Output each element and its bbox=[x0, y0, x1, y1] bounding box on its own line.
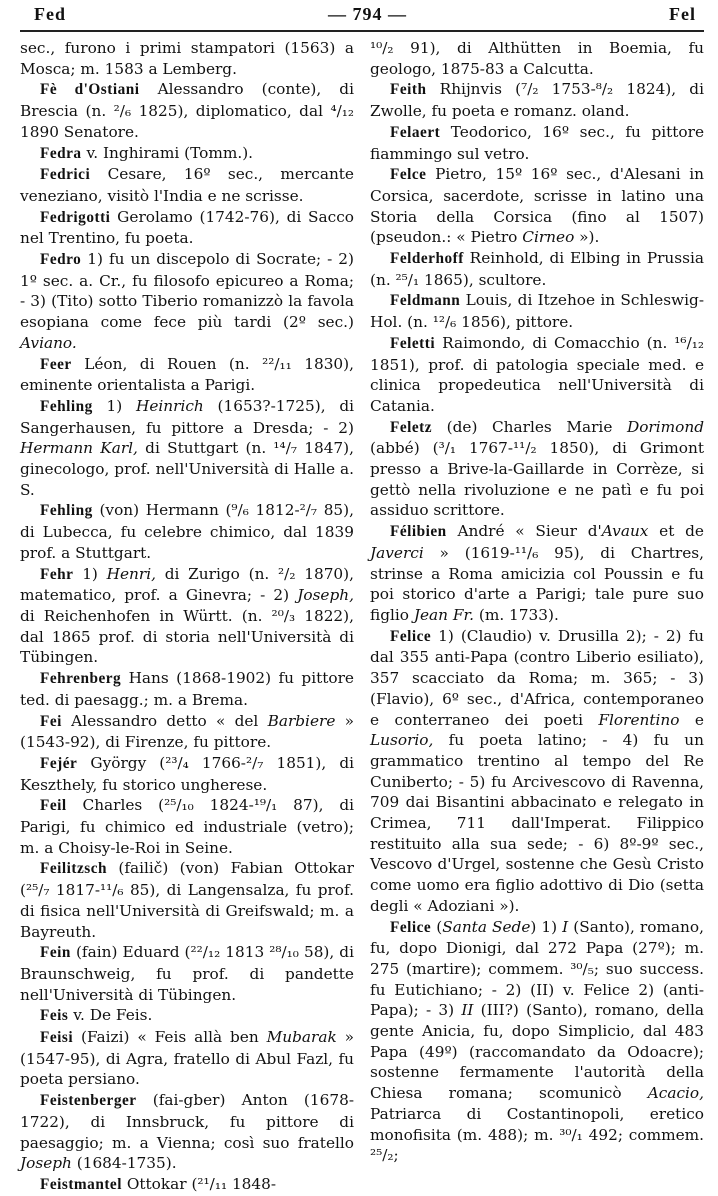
entry-headword: Fedra bbox=[40, 144, 82, 162]
entry-headword: Felderhoff bbox=[390, 250, 464, 268]
text-columns bbox=[20, 38, 704, 1196]
entry-text: 1) (Claudio) v. Drusilla 2); - 2) fu dal 355 anti-Papa (contro Liberio esiliato), 357 scacciato da Roma; m. 365; - 3) (Flavio), 6º sec., d'Africa, contemporaneo e conterraneo dei poeti bbox=[370, 626, 704, 729]
entry-headword: Fedrici bbox=[40, 166, 91, 184]
entry-text: Raimondo, di Comacchio (n. ¹⁶/₁₂ 1851), prof. di patologia speciale med. e clinica propedeutica nell'Università di Catania. bbox=[370, 333, 704, 415]
entry-text: » (1543-92), di Firenze, fu pittore. bbox=[20, 711, 354, 752]
italic-text: Cirneo bbox=[522, 228, 575, 247]
entry-text: (m. 1733). bbox=[474, 605, 559, 624]
dictionary-entry bbox=[20, 207, 354, 249]
entry-text: » (1547-95), di Agra, fratello di Abul Fazl, fu poeta persiano. bbox=[20, 1028, 354, 1089]
dictionary-entry bbox=[20, 1174, 354, 1196]
continued-entry bbox=[20, 38, 354, 79]
dictionary-entry bbox=[370, 290, 704, 332]
dictionary-entry bbox=[20, 354, 354, 396]
entry-text: György (²³/₄ 1766-²/₇ 1851), di Keszthely, fu storico ungherese. bbox=[20, 753, 354, 794]
entry-text: Rhijnvis (⁷/₂ 1753-⁸/₂ 1824), di Zwolle, fu poeta e romanz. oland. bbox=[370, 80, 704, 121]
entry-text: »). bbox=[574, 228, 600, 247]
entry-text: di Stuttgart (n. ¹⁴/₇ 1847), ginecologo, prof. nell'Università di Halle a. S. bbox=[20, 439, 354, 499]
entry-headword: Feisi bbox=[40, 1029, 74, 1047]
dictionary-entry bbox=[20, 1027, 354, 1090]
dictionary-entry bbox=[20, 711, 354, 753]
italic-text: Florentino bbox=[598, 710, 680, 729]
dictionary-entry bbox=[370, 248, 704, 290]
entry-headword: Felce bbox=[390, 166, 427, 184]
entry-headword: Feer bbox=[40, 355, 72, 373]
italic-text: Javerci bbox=[370, 543, 424, 562]
entry-text: (de) Charles Marie bbox=[432, 417, 627, 436]
italic-text: Santa Sede bbox=[442, 917, 531, 936]
dictionary-entry bbox=[370, 333, 704, 417]
entry-text: (1653?-1725), di Sangerhausen, fu pittore a Dresda; - 2) bbox=[20, 396, 354, 437]
entry-headword: Fei bbox=[40, 712, 62, 730]
entry-text: (fain) Eduard (²²/₁₂ 1813 ²⁸/₁₀ 58), di Braunschweig, fu prof. di pandette nell'Università di Tübingen. bbox=[20, 943, 354, 1004]
page-header bbox=[20, 4, 704, 32]
italic-text: Acacio, bbox=[647, 1084, 704, 1103]
dictionary-entry bbox=[20, 795, 354, 858]
dictionary-entry bbox=[370, 79, 704, 121]
entry-text: (Faizi) « Feis allà ben bbox=[73, 1028, 267, 1047]
left-column bbox=[20, 38, 354, 1196]
continued-entry bbox=[370, 38, 704, 79]
dictionary-entry bbox=[20, 164, 354, 206]
entry-text: Teodorico, 16º sec., fu pittore fiammingo sul vetro. bbox=[370, 122, 704, 163]
entry-text: 1) bbox=[73, 564, 107, 583]
entry-headword: Fedrigotti bbox=[40, 208, 111, 226]
dictionary-entry bbox=[20, 858, 354, 942]
dictionary-entry bbox=[370, 417, 704, 522]
header-right-guide-word: Fel bbox=[669, 4, 696, 24]
dictionary-entry bbox=[20, 79, 354, 142]
dictionary-entry bbox=[20, 143, 354, 165]
entry-text: André « Sieur d' bbox=[446, 522, 602, 541]
italic-text: Joseph bbox=[20, 1154, 72, 1173]
entry-text: 1) fu un discepolo di Socrate; - 2) 1º sec. a. Cr., fu filosofo epicureo a Roma; - 3) (Tito) sotto Tiberio romanizzò la favola esopiana come fece più tardi (2º sec.) bbox=[20, 250, 354, 332]
entry-headword: Félibien bbox=[390, 523, 447, 541]
dictionary-entry bbox=[20, 942, 354, 1005]
entry-headword: Felaert bbox=[390, 123, 441, 141]
dictionary-entry bbox=[20, 668, 354, 710]
italic-text: II bbox=[461, 1001, 474, 1020]
italic-text: Jean Fr. bbox=[413, 605, 474, 624]
entry-text: » (1619-¹¹/₆ 95), di Chartres, strinse a Roma amicizia col Poussin e fu poi storico d'arte a Parigi; tale pure suo figlio bbox=[370, 543, 704, 624]
entry-headword: Fedro bbox=[40, 251, 82, 269]
dictionary-entry bbox=[20, 249, 354, 354]
entry-text: Ottokar (²¹/₁₁ 1848- bbox=[121, 1174, 277, 1193]
entry-text: ¹⁰/₂ 91), di Althütten in Boemia, fu geologo, 1875-83 a Calcutta. bbox=[370, 39, 704, 78]
entry-headword: Feletti bbox=[390, 334, 436, 352]
entry-text: di Zurigo (n. ²/₂ 1870), matematico, prof. a Ginevra; - 2) bbox=[20, 564, 354, 605]
entry-headword: Felice bbox=[390, 918, 432, 936]
dictionary-entry bbox=[370, 164, 704, 248]
italic-text: Barbiere bbox=[267, 711, 336, 730]
entry-headword: Fehling bbox=[40, 397, 93, 415]
italic-text: Henri, bbox=[106, 564, 156, 583]
italic-text: Lusorio, bbox=[370, 731, 434, 750]
entry-headword: Feilitzsch bbox=[40, 860, 108, 878]
entry-headword: Fejér bbox=[40, 754, 78, 772]
entry-headword: Felice bbox=[390, 627, 432, 645]
dictionary-entry bbox=[20, 1005, 354, 1027]
entry-headword: Feis bbox=[40, 1007, 69, 1025]
entry-headword: Fehrenberg bbox=[40, 670, 122, 688]
dictionary-entry bbox=[370, 122, 704, 164]
entry-text: Pietro, 15º 16º sec., d'Alesani in Corsica, sacerdote, scrisse in latino una Storia della Corsica (fino al 1507) (pseudon.: « Pietro bbox=[370, 165, 704, 247]
entry-headword: Feistmantel bbox=[40, 1175, 122, 1193]
entry-text: Louis, di Itzehoe in Schleswig-Hol. (n. ¹²/₆ 1856), pittore. bbox=[370, 291, 704, 332]
entry-text: ( bbox=[431, 917, 443, 936]
entry-text: (III?) (Santo), romano, della gente Anicia, fu, dopo Simplicio, dal 483 Papa (49º) (raccomandato da Odoacre); sostenne fermamente l'autorità della Chiesa romana; scomunicò bbox=[370, 1001, 705, 1103]
entry-text: Patriarca di Costantinopoli, eretico monofisita (m. 488); m. ³⁰/₁ 492; commem. ²⁵/₂; bbox=[370, 1104, 704, 1165]
entry-text: (failič) (von) Fabian Ottokar (²⁵/₇ 1817-¹¹/₆ 85), di Langensalza, fu prof. di fisica nell'Università di Greifswald; m. a Bayreuth. bbox=[20, 859, 354, 941]
entry-headword: Feletz bbox=[390, 418, 433, 436]
dictionary-entry bbox=[20, 500, 354, 563]
entry-headword: Fè d'Ostiani bbox=[40, 81, 140, 99]
entry-text: Hans (1868-1902) fu pittore ted. di paesagg.; m. a Brema. bbox=[20, 669, 354, 709]
entry-text: Cesare, 16º sec., mercante veneziano, visitò l'India e ne scrisse. bbox=[20, 165, 354, 205]
dictionary-entry bbox=[370, 626, 704, 917]
italic-text: Dorimond bbox=[626, 417, 704, 436]
italic-text: Heinrich bbox=[136, 396, 204, 415]
entry-text: (fai-gber) Anton (1678-1722), di Innsbruck, fu pittore di paesaggio; m. a Vienna; così suo fratello bbox=[20, 1091, 354, 1152]
entry-text: (von) Hermann (⁹/₆ 1812-²/₇ 85), di Lubecca, fu celebre chimico, dal 1839 prof. a Stuttgart. bbox=[20, 501, 354, 562]
entry-headword: Feil bbox=[40, 797, 67, 815]
entry-text: Reinhold, di Elbing in Prussia (n. ²⁵/₁ 1865), scultore. bbox=[370, 249, 704, 289]
entry-text: (Santo), romano, fu, dopo Dionigi, dal 272 Papa (27º); m. 275 (martire); commem. ³⁰/₅; suo success. fu Eutichiano; - 2) (II) v. Felice 2) (anti-Papa); - 3) bbox=[370, 917, 704, 1020]
entry-text: 1) bbox=[92, 396, 137, 415]
italic-text: Hermann Karl, bbox=[20, 439, 138, 458]
entry-headword: Fehr bbox=[40, 565, 74, 583]
entry-text: sec., furono i primi stampatori (1563) a Mosca; m. 1583 a Lemberg. bbox=[20, 39, 354, 78]
dictionary-entry bbox=[20, 396, 354, 501]
entry-text: (abbé) (³/₁ 1767-¹¹/₂ 1850), di Grimont presso a Brive-la-Gaillarde in Corrèze, si gettò nella rivoluzione e ne patì e fu poi assiduo scrittore. bbox=[370, 439, 704, 520]
entry-headword: Fehling bbox=[40, 502, 93, 520]
dictionary-entry bbox=[20, 1090, 354, 1174]
italic-text: Mubarak bbox=[266, 1028, 337, 1047]
entry-text: v. De Feis. bbox=[68, 1006, 153, 1025]
italic-text: I bbox=[562, 917, 569, 936]
dictionary-entry bbox=[370, 521, 704, 626]
entry-text: Léon, di Rouen (n. ²²/₁₁ 1830), eminente orientalista a Parigi. bbox=[20, 354, 354, 395]
entry-text: Charles (²⁵/₁₀ 1824-¹⁹/₁ 87), di Parigi, fu chimico ed industriale (vetro); m. a Choisy-le-Roi in Seine. bbox=[20, 796, 354, 857]
entry-headword: Fein bbox=[40, 944, 71, 962]
dictionary-entry bbox=[20, 564, 354, 669]
entry-text: et de bbox=[648, 522, 704, 541]
entry-headword: Feith bbox=[390, 81, 427, 99]
entry-text: Alessandro (conte), di Brescia (n. ²/₆ 1825), diplomatico, dal ⁴/₁₂ 1890 Senatore. bbox=[20, 80, 354, 141]
entry-headword: Feistenberger bbox=[40, 1092, 137, 1110]
entry-text: di Reichenhofen in Württ. (n. ²⁰/₃ 1822), dal 1865 prof. di storia nell'Università di Tübingen. bbox=[20, 606, 354, 667]
entry-text: v. Inghirami (Tomm.). bbox=[81, 143, 254, 162]
italic-text: Avaux bbox=[601, 522, 649, 541]
entry-text: Alessandro detto « del bbox=[61, 711, 268, 730]
italic-text: Aviano. bbox=[20, 333, 77, 352]
entry-text: (1684-1735). bbox=[71, 1154, 177, 1173]
header-left-guide-word: Fed bbox=[34, 4, 66, 24]
dictionary-entry bbox=[370, 917, 704, 1166]
entry-headword: Feldmann bbox=[390, 292, 461, 310]
entry-text: Gerolamo (1742-76), di Sacco nel Trentino, fu poeta. bbox=[20, 207, 354, 248]
right-column bbox=[370, 38, 704, 1196]
entry-text: e bbox=[679, 710, 704, 729]
italic-text: Joseph, bbox=[297, 586, 354, 605]
dictionary-entry bbox=[20, 753, 354, 795]
entry-text: fu poeta latino; - 4) fu un grammatico trentino al tempo del Re Cuniberto; - 5) fu Arcivescovo di Ravenna, 709 dai Bisantini abbacinato e relegato in Crimea, 711 dall'Imperat. Filippico restituito alla sua sede; - 6) 8º-9º sec., Vescovo d'Urgel, sostenne che Gesù Cristo come uomo era figlio adottivo di Dio (setta degli « Adoziani »). bbox=[370, 731, 704, 915]
entry-text: ) 1) bbox=[530, 917, 563, 936]
page-number: — 794 — bbox=[328, 4, 407, 24]
